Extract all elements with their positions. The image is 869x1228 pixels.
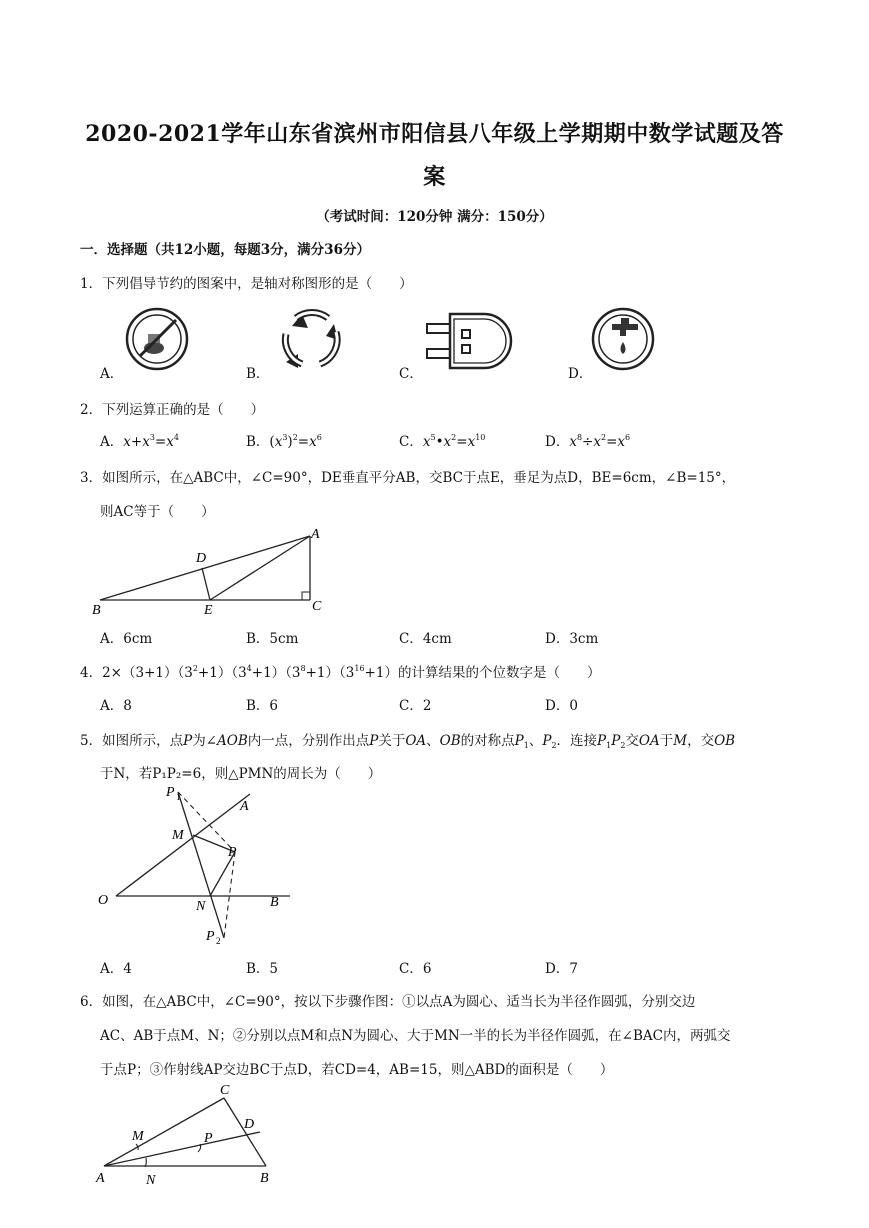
- q1-option-b-figure: [276, 306, 348, 372]
- q1-option-c: C．: [399, 366, 423, 382]
- q6-construction-figure: [92, 1080, 282, 1192]
- q3-option-d: D．3cm: [545, 631, 599, 647]
- q5-option-c: C．6: [399, 961, 432, 977]
- question-3-stem-line1: 3．如图所示，在△ABC中，∠C=90°，DE垂直平分AB，交BC于点E，垂足为点D，BE=6cm，∠B=15°，: [80, 470, 736, 486]
- q3-label-c: C: [312, 599, 322, 614]
- q5-angle-figure: [90, 784, 300, 948]
- q1-option-d-figure: [590, 306, 656, 372]
- q3-label-d: D: [196, 551, 207, 566]
- question-5-stem-line1: 5．如图所示，点P为∠AOB内一点，分别作出点P关于OA、OB的对称点$P_1$、$P_2$．连接$P_1P_2$交OA于M，交OB: [80, 733, 736, 750]
- q4-option-c: C．2: [399, 698, 432, 714]
- q2-option-a: A．$x+x^3=x^4$: [100, 433, 179, 450]
- q1-option-b: B．: [246, 366, 270, 382]
- q3-option-a: A．6cm: [100, 631, 153, 647]
- question-3-stem-line2: 则AC等于（ ）: [100, 504, 215, 520]
- q5-label-p: P: [228, 845, 237, 860]
- q6-label-m: M: [132, 1129, 144, 1144]
- q6-label-p: P: [204, 1131, 213, 1146]
- q2-option-b: B．$(x^3)^2=x^6$: [246, 433, 322, 450]
- question-6-stem-line3: 于点P；③作射线AP交边BC于点D，若CD=4，AB=15，则△ABD的面积是（ ）: [100, 1062, 614, 1078]
- q1-option-a-figure: [124, 306, 190, 372]
- q6-label-n: N: [146, 1173, 156, 1188]
- question-2-stem: 2．下列运算正确的是（ ）: [80, 402, 265, 418]
- q3-option-b: B．5cm: [246, 631, 299, 647]
- q5-label-p1: P: [166, 785, 175, 800]
- q3-label-a: A: [311, 527, 320, 542]
- question-4-stem: 4．$2\times(3+1)(3^2+1)(3^4+1)(3^8+1)(3^{16}+1)$的计算结果的个位数字是（ ）: [80, 664, 601, 681]
- section-heading: 一．选择题（共12小题，每题3分，满分36分）: [80, 242, 370, 258]
- q1-option-c-figure: [424, 310, 514, 372]
- q6-label-d: D: [244, 1117, 255, 1132]
- q3-label-b: B: [92, 603, 101, 616]
- q5-option-d: D．7: [545, 961, 578, 977]
- q3-option-c: C．4cm: [399, 631, 452, 647]
- q6-label-c: C: [220, 1083, 230, 1098]
- q4-option-a: A．8: [100, 698, 132, 714]
- q5-label-p2-sub: 2: [216, 936, 221, 946]
- question-5-stem-line2: 于N，若P₁P₂=6，则△PMN的周长为（ ）: [100, 766, 382, 782]
- q5-label-b: B: [270, 895, 279, 910]
- q1-option-a: A．: [100, 366, 124, 382]
- q5-label-a: A: [240, 799, 249, 814]
- q3-label-e: E: [204, 603, 213, 616]
- q3-triangle-figure: [90, 524, 340, 616]
- q4-option-b: B．6: [246, 698, 279, 714]
- q5-label-p2: P: [206, 929, 215, 944]
- q6-label-b: B: [260, 1171, 269, 1186]
- document-title-line1: 2020-2021学年山东省滨州市阳信县八年级上学期期中数学试题及答: [85, 121, 784, 147]
- q5-option-b: B．5: [246, 961, 279, 977]
- q5-option-a: A．4: [100, 961, 132, 977]
- question-1-stem: 1．下列倡导节约的图案中，是轴对称图形的是（ ）: [80, 276, 413, 292]
- document-title-line2: 案: [423, 164, 446, 190]
- question-6-stem-line2: AC、AB于点M、N；②分别以点M和点N为圆心、大于MN一半的长为半径作圆弧，在∠BAC内，两弧交: [100, 1028, 731, 1044]
- q5-label-o: O: [98, 893, 109, 908]
- q2-option-d: D．$x^8\div x^2=x^6$: [545, 433, 631, 450]
- q1-option-d: D．: [568, 366, 593, 382]
- exam-info: （考试时间：120分钟 满分：150分）: [316, 209, 553, 225]
- q5-label-m: M: [172, 828, 184, 843]
- q4-option-d: D．0: [545, 698, 578, 714]
- q5-label-n: N: [196, 899, 206, 914]
- q6-label-a: A: [96, 1171, 105, 1186]
- q5-label-p1-sub: 1: [176, 792, 181, 802]
- q2-option-c: C．$x^5•x^2=x^{10}$: [399, 433, 486, 450]
- question-6-stem-line1: 6．如图，在△ABC中，∠C=90°，按以下步骤作图：①以点A为圆心、适当长为半径作圆弧，分别交边: [80, 994, 696, 1010]
